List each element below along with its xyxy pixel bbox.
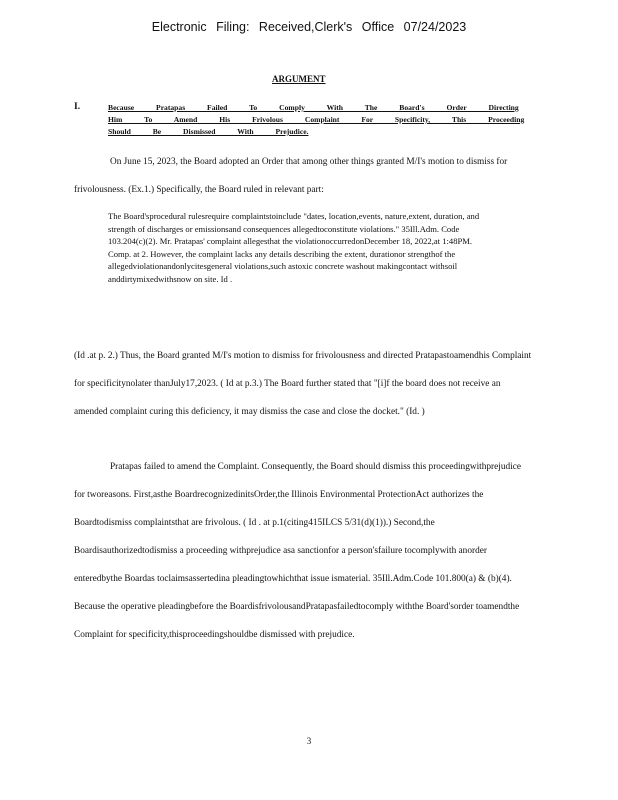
section-number: I. [74,102,81,112]
page-number: 3 [306,736,312,746]
section-title: Because Pratapas Failed To Comply With The Board's Order Directing Him To Amend His Frivolous Complaint For Specificity, This Proceeding Should Be Dismissed With Prejudice. [108,103,525,136]
block-quote: The Board'sprocedural rulesrequire complaintstoinclude "dates, location,events, nature,extent, duration, and strength of discharges or emissionsand consequences allegedtoconstitute violations." 35Ill.Adm. Code 103.204(c)(2). Mr. Pratapas' complaint allegesthat the violationoccurredonDecember 18, 2022,at 1:48PM. Comp. at 2. However, the complaint lacks any details describing the extent, durationor strengthof the allegedviolationandonlycitesgeneral violations,such astoxic concrete washout makingcontact withsoil anddirtymixedwithsnow on site. Id . [108,211,480,284]
paragraph-2: (Id .at p. 2.) Thus, the Board granted M/I's motion to dismiss for frivolousness and directed Pratapastoamendhis Complaint for specificitynolater thanJuly17,2023. ( Id at p.3.) The Board further stated that "[i]f the board does not receive an amended complaint curing this deficiency, it may dismiss the case and close the docket." (Id. ) [74,351,532,417]
paragraph-1: On June 15, 2023, the Board adopted an Order that among other things granted M/I's motion to dismiss for frivolousness. (Ex.1.) Specifically, the Board ruled in relevant part: [74,157,508,195]
filing-stamp-header: Electronic Filing: Received,Clerk's Office 07/24/2023 [151,20,467,34]
paragraph-3: Pratapas failed to amend the Complaint. Consequently, the Board should dismiss this proceedingwithprejudice for tworeasons. First,asthe BoardrecognizedinitsOrder,the Illinois Environmental ProtectionAct authorizes the Boardtodismiss complaintsthat are frivolous. ( Id . at p.1(citing415ILCS 5/31(d)(1)).) Second,the Boardisauthorizedtodismiss a proceeding withprejudice asa sanctionfor a person'sfailure tocomplywith anorder enteredbythe Boardas toclaimsassertedina pleadingtowhichthat issue ismaterial. 35Ill.Adm.Code 101.800(a) & (b)(4). Because the operative pleadingbefore the BoardisfrivolousandPratapasfailedtocomply withthe Board'sorder toamendthe Complaint for specificity,thisproceedingshouldbe dismissed with prejudice. [74,462,521,640]
argument-heading: ARGUMENT [272,74,326,84]
